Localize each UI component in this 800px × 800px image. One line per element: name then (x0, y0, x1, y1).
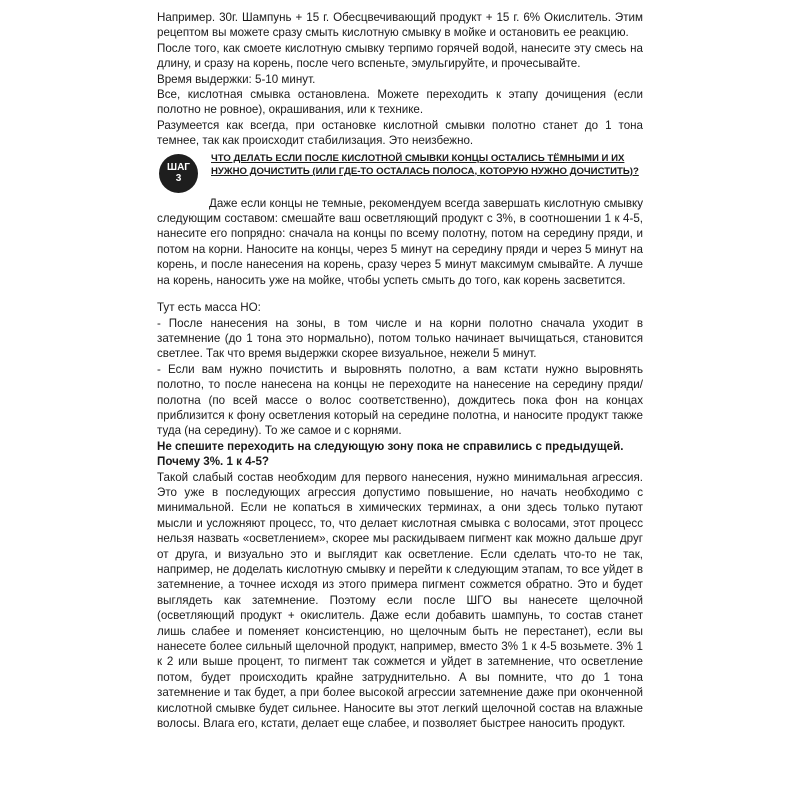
intro-paragraph-stabilization: Разумеется как всегда, при остановке кислотной смывки полотно станет до 1 тона темнее, так как происходит стабилизация. Это неизбежно. (157, 118, 643, 148)
intro-paragraph-recipe: Например. 30г. Шампунь + 15 г. Обесцвечивающий продукт + 15 г. 6% Окислитель. Этим рецептом вы можете сразу смыть кислотную смывку в мойке и остановить ее реакцию. (157, 11, 643, 40)
step-heading: ЧТО ДЕЛАТЬ ЕСЛИ ПОСЛЕ КИСЛОТНОЙ СМЫВКИ КОНЦЫ ОСТАЛИСЬ ТЁМНЫМИ И ИХ НУЖНО ДОЧИСТИТЬ (ИЛИ ГДЕ-ТО ОСТАЛАСЬ ПОЛОСА, КОТОРУЮ НУЖНО ДОЧИСТИТЬ)? (211, 152, 639, 177)
step-header (157, 152, 643, 196)
question-heading: Почему 3%. 1 к 4-5? (157, 455, 269, 469)
step-badge-label: ШАГ (167, 162, 190, 174)
intro-paragraph-rinse: После того, как смоете кислотную смывку терпимо горячей водой, нанесите эту смесь на длину, и сразу на корень, после чего вспеньте, эмульгируйте, и прочесывайте. (157, 41, 643, 71)
warning-text: Не спешите переходить на следующую зону пока не справились с предыдущей. (157, 439, 624, 453)
step-body-paragraph: Даже если концы не темные, рекомендуем всегда завершать кислотную смывку следующим составом: смешайте ваш осветляющий продукт с 3%, в соотношении 1 к 4-5, нанесите его попрядно: сначала на концы по всему полотну, потом на середину пряди, и потом на корни. Наносите на концы, через 5 минут на середину пряди и через 5 минут на корень, и после нанесения на корень, сразу через 5 минут максимум смывайте. А лучше на корень, наносить уже на мойке, чтобы успеть смыть до того, как корень засветится. (157, 196, 643, 287)
notes-title: Тут есть масса НО: (157, 301, 261, 315)
notes-item: - После нанесения на зоны, в том числе и на корни полотно сначала уходит в затемнение (до 1 тона это нормально), потом только начинает вычищаться, становится светлее. Так что время выдержки скорее визуальное, нежели 5 минут. (157, 316, 643, 361)
spacer (157, 288, 643, 300)
intro-paragraph-time: Время выдержки: 5-10 минут. (157, 72, 316, 86)
intro-paragraph-stopped: Все, кислотная смывка остановлена. Можете переходить к этапу дочищения (если полотно не ровное), окрашивания, или к технике. (157, 88, 643, 117)
answer-paragraph: Такой слабый состав необходим для первого нанесения, нужно минимальная агрессия. Это уже в последующих агрессия допустимо повышение, но начать необходимо с минимальной. Если не копаться в химических терминах, а они здесь только путают мысли и усложняют процесс, то, что делает кислотная смывка с волосами, этот процесс нельзя назвать «осветлением», скорее мы раскидываем пигмент как можно дальше друг от друга, и визуально это и выглядит как осветление. Если сделать что-то не так, например, не доделать кислотную смывку и перейти к следующим этапам, то все уйдет в затемнение, а точнее исходя из этого примера пигмент сожмется обратно. Это и будет выглядеть как затемнение. Поэтому если после ШГО вы нанесете щелочной (осветляющий продукт + окислитель. Даже если добавить шампунь, то состав станет лишь слабее и поменяет консистенцию, но щелочным быть не перестанет), если вы нанесете более сильный щелочной продукт, например, вместо 3% 1 к 4-5 возьмете. 3% 1 к 2 или выше процент, то пигмент так сожмется и уйдет в затемнение, что осветление потом, будет происходить крайне затруднительно. А вы помните, что до 1 тона затемнение и так будет, а при более высокой агрессии затемнение даже при оконченной кислотной смывке будет сильнее. Наносите вы этот легкий щелочной состав на влажные волосы. Влага его, кстати, делает еще слабее, и позволяет быстрее наносить продукт. (157, 470, 643, 731)
document-page (157, 10, 643, 731)
step-badge (159, 154, 198, 193)
step-badge-number: 3 (175, 173, 182, 185)
notes-item: - Если вам нужно почистить и выровнять полотно, а вам кстати нужно выровнять полотно, то после нанесена на концы не переходите на нанесение на середину пряди/полотна (по всей массе о волос соответственно), дождитесь пока фон на концах приблизится к фону осветления который на середине полотна, и наносите продукт также туда (на середину). То же самое и с корнями. (157, 362, 643, 438)
